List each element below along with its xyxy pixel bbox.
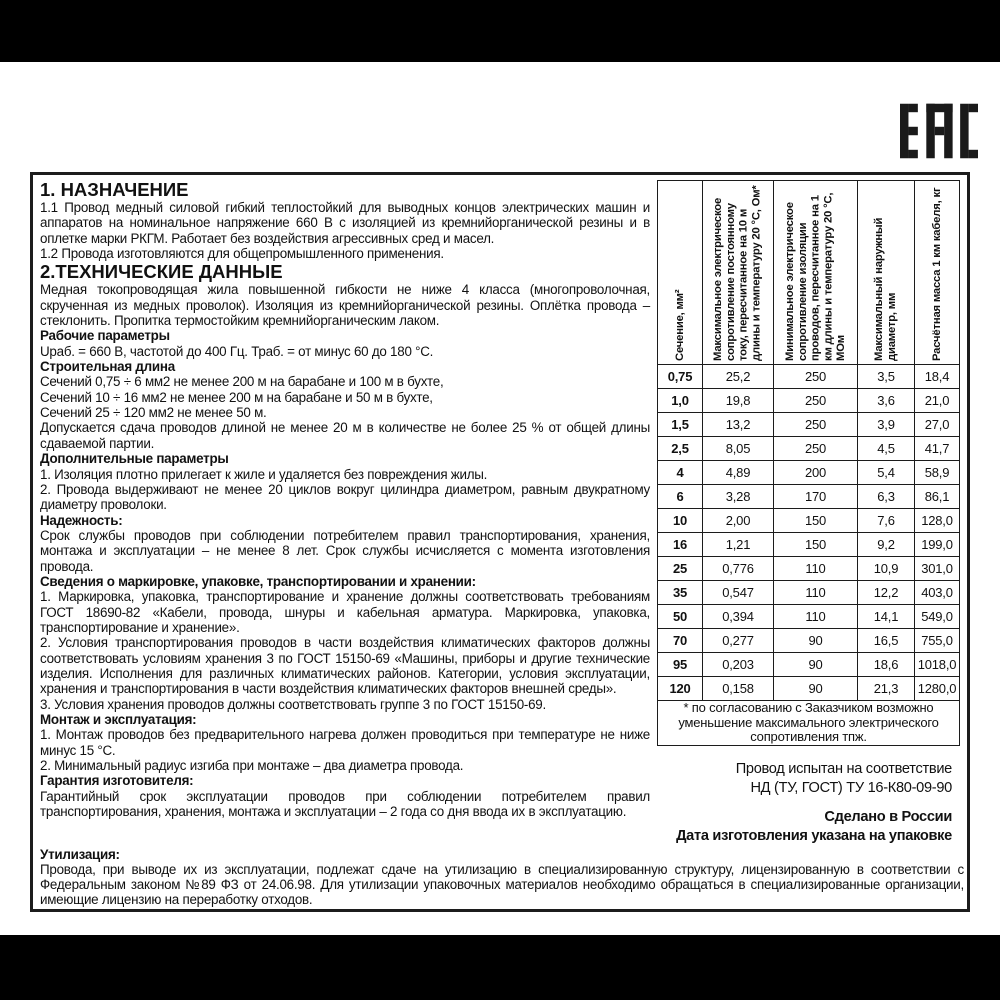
table-cell: 301,0 <box>915 557 960 581</box>
utilization-paragraph: Провода, при выводе их из эксплуатации, подлежат сдаче на утилизацию в специализированную структуру, лицензированную в соответствии с Федеральным законом №89 ФЗ от 24.06.98. Для утилизации упаковочных материалов необходимо обращаться в специализированные организации, имеющие лицензию на переработку отходов. <box>40 861 964 908</box>
table-cell: 250 <box>774 365 858 389</box>
table-cell: 0,547 <box>703 581 774 605</box>
table-cell: 27,0 <box>915 413 960 437</box>
section-paragraph: 1.1 Провод медный силовой гибкий теплостойкий для выводных концов электрических машин и аппаратов на номинальное напряжение 660 В с изоляцией из кремнийорганической резины и в оплетке марки РКГМ. Работает без воздействия агрессивных сред и масел. <box>40 200 650 246</box>
table-cell: 1018,0 <box>915 653 960 677</box>
table-cell: 3,6 <box>858 389 915 413</box>
table-cell: 0,776 <box>703 557 774 581</box>
section-paragraph: Медная токопроводящая жила повышенной гибкости не ниже 4 класса (многопроволочная, скрученная из медных проволок). Изоляция из кремнийорганической резины. Оплётка провода – стеклонить. Пропитка термостойким кремнийорганическим лаком. <box>40 282 650 329</box>
table-cell: 8,05 <box>703 437 774 461</box>
table-row <box>658 389 960 413</box>
section-paragraph: Гарантийный срок эксплуатации проводов при соблюдении потребителем правил транспортирования, хранения, монтажа и эксплуатации – 2 года со дня ввода их в эксплуатацию. <box>40 788 650 820</box>
table-cell: 3,5 <box>858 365 915 389</box>
section-heading: Монтаж и эксплуатация: <box>40 712 197 727</box>
table-row <box>658 653 960 677</box>
table-cell: 16,5 <box>858 629 915 653</box>
table-cell: 110 <box>774 557 858 581</box>
section-paragraph: Uраб. = 660 В, частотой до 400 Гц. Траб. = от минус 60 до 180 °С. <box>40 343 434 359</box>
table-cell: 13,2 <box>703 413 774 437</box>
section-paragraph: Срок службы проводов при соблюдении потребителем правил транспортирования, хранения, монтажа и эксплуатации – не менее 8 лет. Срок службы исчисляется с момента изготовления провода. <box>40 527 650 574</box>
table-cell: 549,0 <box>915 605 960 629</box>
spec-document-frame <box>30 172 970 912</box>
table-cell: 4 <box>658 461 703 485</box>
table-row <box>658 365 960 389</box>
section-paragraph: 2. Условия транспортирования проводов в части воздействия климатических факторов должны соответствовать условиям хранения 3 по ГОСТ 15150-69 «Машины, приборы и другие технические изделия. Исполнения для различных климатических районов. Категории, условия эксплуатации, хранения и транспортирования в части воздействия климатических факторов внешней среды». <box>40 635 650 697</box>
table-header-cell: Минимальное электрическое сопротивление изоляции проводов, пересчитанное на 1 км длины и температуру 20 °С, МОм <box>774 181 858 365</box>
section-heading: Надежность: <box>40 512 123 528</box>
table-cell: 3,9 <box>858 413 915 437</box>
table-cell: 0,158 <box>703 677 774 701</box>
table-row <box>658 629 960 653</box>
section-paragraph: 2. Провода выдерживают не менее 20 циклов вокруг цилиндра диаметром, равным двукратному диаметру проволоки. <box>40 481 650 513</box>
compliance-notes <box>657 760 960 846</box>
table-cell: 0,394 <box>703 605 774 629</box>
tested-line-2: НД (ТУ, ГОСТ) ТУ 16-К80-09-90 <box>750 779 952 796</box>
table-cell: 1,21 <box>703 533 774 557</box>
section-heading: Дополнительные параметры <box>40 451 229 467</box>
table-row <box>658 461 960 485</box>
table-row <box>658 677 960 701</box>
table-cell: 250 <box>774 389 858 413</box>
table-cell: 21,3 <box>858 677 915 701</box>
spec-table <box>657 180 960 746</box>
utilization-heading: Утилизация: <box>40 846 120 862</box>
table-cell: 19,8 <box>703 389 774 413</box>
table-row <box>658 557 960 581</box>
table-cell: 35 <box>658 581 703 605</box>
table-cell: 199,0 <box>915 533 960 557</box>
utilization-section <box>40 847 964 908</box>
table-cell: 0,75 <box>658 365 703 389</box>
table-cell: 2,00 <box>703 509 774 533</box>
manufacture-date-note: Дата изготовления указана на упаковке <box>676 827 952 844</box>
section-paragraph: 3. Условия хранения проводов должны соответствовать группе 3 по ГОСТ 15150-69. <box>40 696 546 712</box>
table-footnote: * по согласованию с Заказчиком возможно уменьшение максимального электрического сопротивления тпж. <box>658 701 960 746</box>
table-cell: 1,0 <box>658 389 703 413</box>
eac-conformity-mark-icon <box>900 101 978 161</box>
table-cell: 18,6 <box>858 653 915 677</box>
table-footnote-row <box>658 701 960 746</box>
table-cell: 90 <box>774 629 858 653</box>
table-cell: 10,9 <box>858 557 915 581</box>
table-cell: 25,2 <box>703 365 774 389</box>
table-cell: 0,203 <box>703 653 774 677</box>
table-cell: 128,0 <box>915 509 960 533</box>
table-cell: 110 <box>774 581 858 605</box>
table-cell: 10 <box>658 509 703 533</box>
table-header-row <box>658 181 960 365</box>
table-cell: 200 <box>774 461 858 485</box>
section-paragraph: Сечений 25 ÷ 120 мм2 не менее 50 м. <box>40 405 267 421</box>
table-row <box>658 485 960 509</box>
section-paragraph: 1. Маркировка, упаковка, транспортирование и хранение должны соответствовать требованиям ГОСТ 18690-82 «Кабели, провода, шнуры и кабельная арматура. Маркировка, упаковка, транспортирование и хранение». <box>40 589 650 635</box>
section-paragraph: 2. Минимальный радиус изгиба при монтаже – два диаметра провода. <box>40 758 464 774</box>
table-header-cell: Сечение, мм² <box>658 181 703 365</box>
section-paragraph: 1.2 Провода изготовляются для общепромышленного применения. <box>40 246 444 262</box>
right-column <box>657 178 960 846</box>
table-cell: 1280,0 <box>915 677 960 701</box>
table-row <box>658 581 960 605</box>
table-cell: 70 <box>658 629 703 653</box>
table-cell: 120 <box>658 677 703 701</box>
section-paragraph: 1. Монтаж проводов без предварительного нагрева должен проводиться при температуре не ниже минус 15 °С. <box>40 727 650 758</box>
table-row <box>658 509 960 533</box>
table-cell: 12,2 <box>858 581 915 605</box>
table-cell: 170 <box>774 485 858 509</box>
table-cell: 14,1 <box>858 605 915 629</box>
section-heading: Гарантия изготовителя: <box>40 773 194 789</box>
table-cell: 403,0 <box>915 581 960 605</box>
table-cell: 41,7 <box>915 437 960 461</box>
table-cell: 6 <box>658 485 703 509</box>
table-cell: 7,6 <box>858 509 915 533</box>
table-cell: 90 <box>774 677 858 701</box>
table-cell: 4,5 <box>858 437 915 461</box>
tested-line-1: Провод испытан на соответствие <box>735 760 952 777</box>
table-cell: 250 <box>774 437 858 461</box>
table-cell: 0,277 <box>703 629 774 653</box>
table-cell: 755,0 <box>915 629 960 653</box>
two-column-layout <box>40 178 960 846</box>
table-header-cell: Расчётная масса 1 км кабеля, кг <box>915 181 960 365</box>
table-cell: 150 <box>774 533 858 557</box>
table-row <box>658 533 960 557</box>
section-paragraph: Сечений 0,75 ÷ 6 мм2 не менее 200 м на барабане и 100 м в бухте, <box>40 374 444 390</box>
table-cell: 9,2 <box>858 533 915 557</box>
table-cell: 150 <box>774 509 858 533</box>
section-heading: Строительная длина <box>40 359 175 375</box>
table-row <box>658 413 960 437</box>
table-cell: 21,0 <box>915 389 960 413</box>
table-cell: 250 <box>774 413 858 437</box>
table-cell: 50 <box>658 605 703 629</box>
section-paragraph: 1. Изоляция плотно прилегает к жиле и удаляется без повреждения жилы. <box>40 466 488 482</box>
table-row <box>658 437 960 461</box>
table-cell: 18,4 <box>915 365 960 389</box>
table-cell: 6,3 <box>858 485 915 509</box>
bottom-black-bar <box>0 935 1000 1000</box>
table-cell: 86,1 <box>915 485 960 509</box>
table-body <box>658 365 960 701</box>
section-heading: 2.ТЕХНИЧЕСКИЕ ДАННЫЕ <box>40 261 283 283</box>
left-column <box>40 178 650 846</box>
table-cell: 95 <box>658 653 703 677</box>
table-cell: 90 <box>774 653 858 677</box>
table-cell: 4,89 <box>703 461 774 485</box>
top-black-bar <box>0 0 1000 62</box>
table-cell: 5,4 <box>858 461 915 485</box>
table-row <box>658 605 960 629</box>
table-cell: 1,5 <box>658 413 703 437</box>
made-in-russia-label: Сделано в России <box>824 808 952 825</box>
table-header-cell: Максимальное электрическое сопротивление постоянному току, пересчитанное на 10 м длины и температуру 20 °С, Ом* <box>703 181 774 365</box>
section-paragraph: Допускается сдача проводов длиной не менее 20 м в количестве не более 25 % от общей длины сдаваемой партии. <box>40 420 650 451</box>
table-cell: 25 <box>658 557 703 581</box>
table-cell: 58,9 <box>915 461 960 485</box>
section-heading: 1. НАЗНАЧЕНИЕ <box>40 179 189 200</box>
table-cell: 110 <box>774 605 858 629</box>
table-cell: 16 <box>658 533 703 557</box>
table-cell: 3,28 <box>703 485 774 509</box>
table-header-cell: Максимальный наружный диаметр, мм <box>858 181 915 365</box>
section-heading: Рабочие параметры <box>40 328 170 344</box>
section-heading: Сведения о маркировке, упаковке, транспортировании и хранении: <box>40 573 476 589</box>
table-cell: 2,5 <box>658 437 703 461</box>
section-paragraph: Сечений 10 ÷ 16 мм2 не менее 200 м на барабане и 50 м в бухте, <box>40 389 433 405</box>
